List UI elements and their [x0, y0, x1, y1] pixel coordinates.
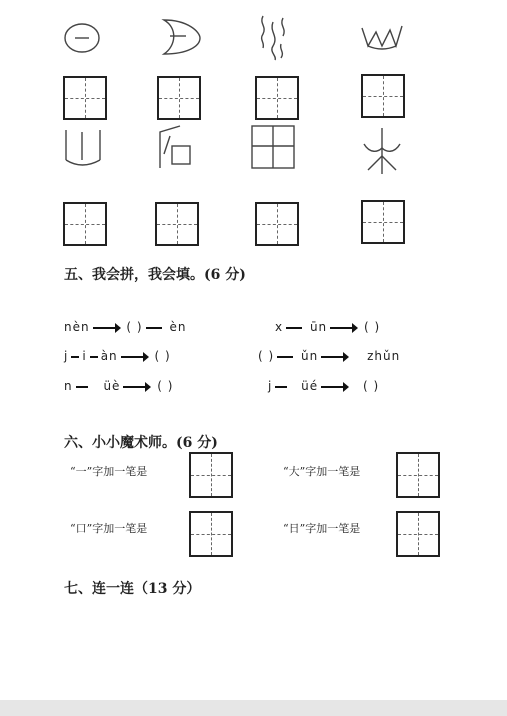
pinyin-row-2b	[258, 349, 400, 363]
writing-grid[interactable]	[63, 202, 107, 246]
magic-item-label: “口”字加一笔是	[70, 522, 148, 535]
pinyin-text: üé	[301, 379, 319, 393]
section7-title: 七、连一连（13 分）	[64, 581, 201, 597]
pinyin-text: èn	[169, 320, 187, 334]
dash-icon	[275, 386, 287, 388]
pinyin-text: ūn	[309, 320, 328, 334]
pinyin-text: àn	[100, 349, 118, 363]
section6-title: 六、小小魔术师。(6 分)	[64, 435, 218, 451]
stone-pictograph-icon	[156, 124, 196, 170]
dash-icon	[71, 356, 79, 358]
magic-item-label: “一”字加一笔是	[70, 465, 148, 478]
arrow-icon	[330, 327, 356, 329]
field-pictograph-icon	[62, 126, 106, 170]
pinyin-text: ǔn	[301, 349, 319, 363]
pinyin-text: üè	[103, 379, 121, 393]
answer-grid[interactable]	[396, 452, 440, 498]
arrow-icon	[321, 386, 347, 388]
field-grid-pictograph-icon	[250, 124, 296, 170]
pinyin-text: zhǔn	[367, 349, 401, 363]
writing-grid[interactable]	[63, 76, 107, 120]
section5-title: 五、我会拼，我会填。(6 分)	[64, 267, 246, 283]
answer-blank[interactable]: ( )	[154, 349, 171, 363]
mountain-pictograph-icon	[358, 22, 406, 52]
answer-blank[interactable]: ( )	[258, 349, 275, 363]
answer-grid[interactable]	[189, 511, 233, 557]
pinyin-text: j	[64, 349, 69, 363]
arrow-icon	[321, 356, 347, 358]
arrow-icon	[121, 356, 147, 358]
pinyin-text: j	[268, 379, 273, 393]
water-pictograph-icon	[255, 14, 291, 62]
pinyin-text: n	[64, 379, 73, 393]
bottom-bar	[0, 700, 507, 716]
dash-icon	[146, 327, 162, 329]
writing-grid[interactable]	[361, 74, 405, 118]
answer-blank[interactable]: ( )	[157, 379, 174, 393]
pinyin-row-3	[64, 379, 173, 393]
writing-grid[interactable]	[361, 200, 405, 244]
pinyin-row-3b	[268, 379, 379, 393]
answer-blank[interactable]: ( )	[126, 320, 143, 334]
moon-pictograph-icon	[158, 16, 204, 58]
answer-blank[interactable]: ( )	[363, 379, 380, 393]
sun-pictograph-icon	[62, 20, 102, 56]
pinyin-row-1b	[275, 320, 380, 334]
magic-item-label: “日”字加一笔是	[283, 522, 361, 535]
pinyin-row-1	[64, 320, 186, 334]
arrow-icon	[123, 386, 149, 388]
answer-grid[interactable]	[396, 511, 440, 557]
arrow-icon	[93, 327, 119, 329]
pinyin-text: nèn	[64, 320, 90, 334]
pinyin-text: i	[82, 349, 87, 363]
answer-blank[interactable]: ( )	[363, 320, 381, 334]
magic-item-label: “大”字加一笔是	[283, 465, 361, 478]
dash-icon	[286, 327, 302, 329]
writing-grid[interactable]	[255, 76, 299, 120]
answer-grid[interactable]	[189, 452, 233, 498]
writing-grid[interactable]	[255, 202, 299, 246]
writing-grid[interactable]	[155, 202, 199, 246]
dash-icon	[90, 356, 98, 358]
writing-grid[interactable]	[157, 76, 201, 120]
pinyin-row-2	[64, 349, 171, 363]
wood-pictograph-icon	[360, 126, 404, 176]
dash-icon	[76, 386, 88, 388]
pinyin-text: x	[275, 320, 284, 334]
dash-icon	[277, 356, 293, 358]
